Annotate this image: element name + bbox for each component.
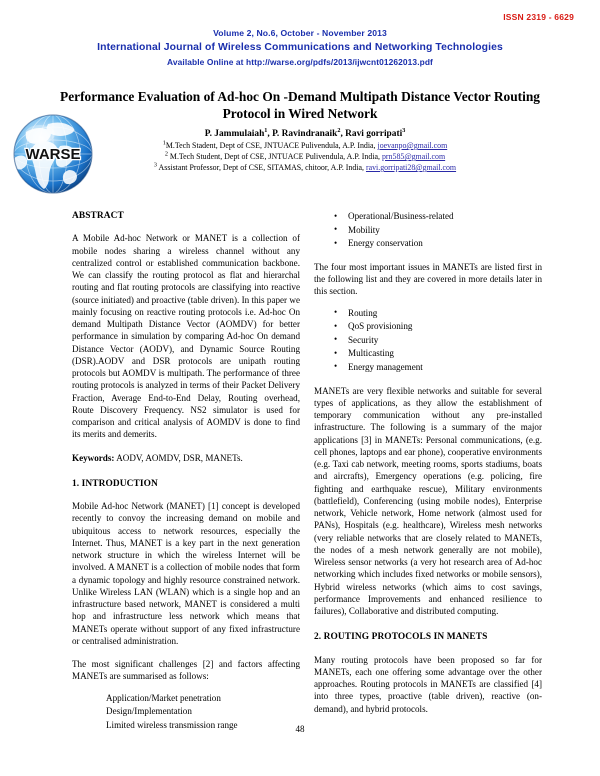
affiliation-2-email[interactable]: prn585@gmail.com bbox=[381, 152, 446, 161]
list-item: • Routing bbox=[348, 307, 542, 320]
affiliation-1-text: M.Tech Stadent, Dept of CSE, JNTUACE Pulivendula, A.P. India, bbox=[165, 141, 376, 150]
issues-intro-paragraph: The four most important issues in MANETs are listed first in the following list and they are covered in more details later in this section. bbox=[314, 261, 542, 297]
introduction-paragraph-1: Mobile Ad-hoc Network (MANET) [1] concept is developed recently to convoy the increasing demand on mobile and ubiquitous access to network resources, especially the Internet. Thus, MANET is a key part in the next generation network structure in which the wireless Internet will be involved. A MANET is a collection of mobile nodes that form a dynamic topology and highly resource constrained network. Unlike Wireless LAN (WLAN) which is a single hop and an infrastructure based network, MANET is considered a multi hop and infrastructure less network which means that MANETs operate without support of any fixed infrastructure or centralised administration. bbox=[72, 501, 300, 646]
list-item: • Mobility bbox=[348, 224, 542, 237]
affiliation-1 bbox=[60, 140, 550, 151]
issn-text: ISSN 2319 - 6629 bbox=[503, 12, 574, 22]
abstract-heading: ABSTRACT bbox=[72, 211, 124, 221]
list-item: • Energy management bbox=[348, 361, 542, 374]
list-item: Design/Implementation bbox=[106, 706, 192, 717]
abstract-text: A Mobile Ad-hoc Network or MANET is a collection of mobile nodes sharing a wireless channel without any centralized control or established communication backbone. We can classify the routing protocol as flat and hierarchal routing and flat routing protocols are classifying into reactive (source initiated) and proactive (table driven). In this paper we mainly focusing on reactive routing protocols i.e. Ad-hoc On demand Multipath Distance Vector (AOMDV) for better performance in simulation by comparing Ad-hoc On demand Distance Vector (AODV), and Dynamic Source Routing (DSR).AODV and DSR protocols are unipath routing protocols but AOMDV is multipath. The performance of three routing protocols is analyzed in terms of their Packet Delivery Fraction, Average End-to-End Delay, Routing overhead, Route Discovery Frequency. NS2 simulator is used for comparison and critical analysis of AOMDV is done to find its merits and demerits. bbox=[72, 233, 300, 440]
affiliation-2-text: M.Tech Student, Dept of CSE, JNTUACE Pulivendula, A.P. India, bbox=[169, 152, 380, 161]
list-item: Limited wireless transmission range bbox=[106, 719, 238, 730]
list-item: • Multicasting bbox=[348, 347, 542, 360]
author-names: P. Jammulaiah$^1$, P. Ravindranaik$^2$, Ravi gorripati$^3$ bbox=[204, 126, 406, 139]
affiliation-1-marker: 1 bbox=[162, 139, 166, 147]
affiliation-1-email[interactable]: joevanpo@gmail.com bbox=[377, 141, 448, 150]
warse-wordmark: WARSE bbox=[25, 146, 81, 163]
introduction-heading: 1. INTRODUCTION bbox=[72, 478, 158, 489]
page-number: 48 bbox=[295, 724, 305, 734]
list-item: • Energy conservation bbox=[348, 237, 542, 250]
affiliation-2 bbox=[60, 151, 550, 162]
affiliation-3 bbox=[60, 162, 550, 173]
affiliation-3-marker: 3 bbox=[153, 161, 157, 169]
right-column bbox=[314, 210, 542, 726]
keywords-text: AODV, AOMDV, DSR, MANETs. bbox=[114, 452, 243, 463]
paper-title: Performance Evaluation of Ad-hoc On -Demand Multipath Distance Vector Routing Protocol in Wired Network bbox=[60, 89, 540, 121]
left-column bbox=[72, 210, 300, 742]
author-block bbox=[60, 128, 550, 173]
applications-paragraph: MANETs are very flexible networks and suitable for several types of applications, as they allow the establishment of temporary communication without any pre-installed infrastructure. The following is a summary of the major applications [3] in MANETs: Personal communications, (e.g. cell phones, laptops and ear phone), cooperative environments (e.g. Taxi cab network, meeting rooms, sports stadiums, boats and aircrafts), Emergency operations (e.g. policing, fire fighting and earthquake rescue), Military environments (battlefield), Conferencing (using mobile nodes), Enterprise network, Vehicle network, Home network (almost used for PANs), Hospitals (e.g. healthcare), Wireless mesh networks (very reliable networks that are closely related to MANETs, the nodes of a mesh network generally are not mobile), Wireless sensor networks (a very hot research area of Ad-hoc networking which includes fixed networks or mobile sensors), Hybrid wireless networks (which aims to cost savings, performance Improvements and enhanced resilience to failures), Collaborative and distributed computing. bbox=[314, 385, 542, 616]
volume-line: Volume 2, No.6, October - November 2013 bbox=[213, 28, 387, 38]
keywords-line bbox=[72, 452, 300, 464]
list-item: • Operational/Business-related bbox=[348, 210, 542, 223]
article-url[interactable]: Available Online at http://warse.org/pdfs/2013/ijwcnt01262013.pdf bbox=[167, 57, 433, 67]
issues-list bbox=[314, 307, 542, 374]
list-item: • Security bbox=[348, 334, 542, 347]
journal-title: International Journal of Wireless Communications and Networking Technologies bbox=[97, 42, 503, 53]
affiliation-3-text: Assistant Professor, Dept of CSE, SITAMAS, chitoor, A.P. India, bbox=[158, 163, 364, 172]
list-item: Application/Market penetration bbox=[106, 692, 221, 703]
affiliation-3-email[interactable]: ravi.gorripati28@gmail.com bbox=[365, 163, 457, 172]
affiliation-2-marker: 2 bbox=[164, 150, 168, 158]
keywords-label: Keywords: bbox=[72, 452, 115, 463]
challenges-list-continued bbox=[314, 210, 542, 250]
introduction-paragraph-2: The most significant challenges [2] and factors affecting MANETs are summarised as follows: bbox=[72, 659, 300, 682]
routing-protocols-heading: 2. ROUTING PROTOCOLS IN MANETS bbox=[314, 632, 488, 643]
routing-protocols-paragraph: Many routing protocols have been proposed so far for MANETs, each one offering some advantage over the other approaches. Routing protocols in MANETs are classified [4] into three types, proactive (table driven), reactive (on-demand), and hybrid protocols. bbox=[314, 654, 542, 714]
list-item: • QoS provisioning bbox=[348, 320, 542, 333]
masthead bbox=[0, 12, 600, 67]
